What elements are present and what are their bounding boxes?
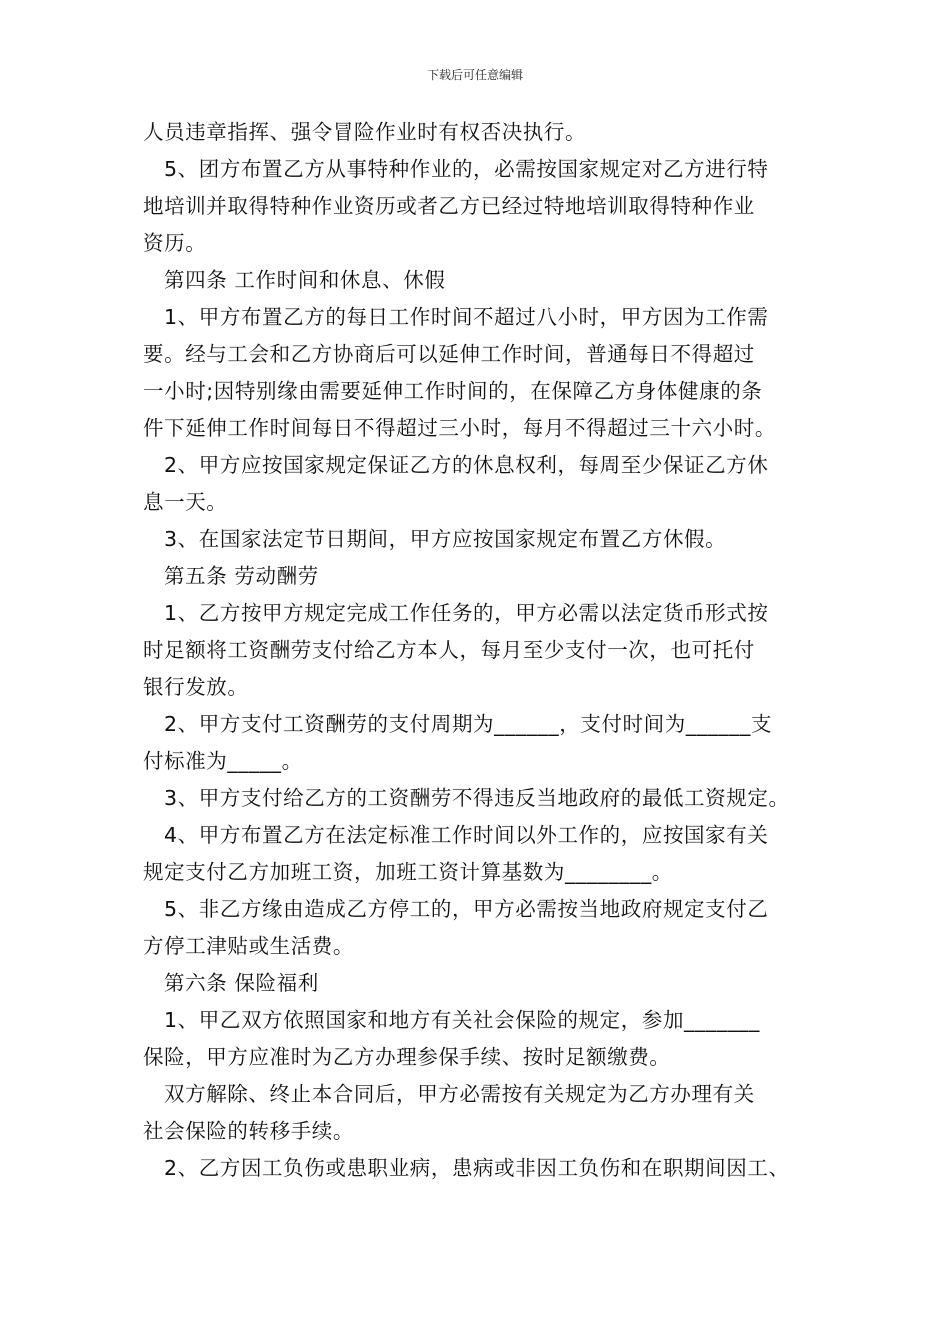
- text-line: 银行发放。: [143, 675, 249, 699]
- text-line: 社会保险的转移手续。: [143, 1119, 354, 1143]
- text-line: 1、甲方布置乙方的每日工作时间不超过八小时，甲方因为工作需: [164, 305, 769, 329]
- section-heading: 第六条 保险福利: [164, 971, 319, 995]
- text-line: 3、甲方支付给乙方的工资酬劳不得违反当地政府的最低工资规定。: [164, 786, 790, 810]
- text-line: 时足额将工资酬劳支付给乙方本人，每月至少支付一次，也可托付: [143, 638, 755, 662]
- text-line: 保险，甲方应准时为乙方办理参保手续、按时足额缴费。: [143, 1045, 671, 1069]
- text-line: 要。经与工会和乙方协商后可以延伸工作时间，普通每日不得超过: [143, 342, 755, 366]
- text-line: 3、在国家法定节日期间，甲方应按国家规定布置乙方休假。: [164, 527, 727, 551]
- text-line: 规定支付乙方加班工资，加班工资计算基数为________。: [143, 860, 673, 884]
- text-line: 1、甲乙双方依照国家和地方有关社会保险的规定，参加_______: [164, 1008, 760, 1032]
- text-line: 一小时;因特别缘由需要延伸工作时间的，在保障乙方身体健康的条: [143, 379, 763, 403]
- text-line: 人员违章指挥、强令冒险作业时有权否决执行。: [143, 120, 587, 144]
- text-line: 资历。: [143, 231, 207, 255]
- page-header: 下载后可任意编辑: [426, 68, 523, 82]
- text-line: 2、甲方应按国家规定保证乙方的休息权利，每周至少保证乙方休: [164, 453, 769, 477]
- text-line: 方停工津贴或生活费。: [143, 934, 354, 958]
- text-line: 4、甲方布置乙方在法定标准工作时间以外工作的，应按国家有关: [164, 823, 769, 847]
- text-line: 2、甲方支付工资酬劳的支付周期为______，支付时间为______支: [164, 712, 773, 736]
- text-line: 付标准为_____。: [143, 749, 303, 773]
- text-line: 双方解除、终止本合同后，甲方必需按有关规定为乙方办理有关: [164, 1082, 755, 1106]
- text-line: 5、团方布置乙方从事特种作业的，必需按国家规定对乙方进行特: [164, 157, 769, 181]
- text-line: 5、非乙方缘由造成乙方停工的，甲方必需按当地政府规定支付乙: [164, 897, 769, 921]
- text-line: 地培训并取得特种作业资历或者乙方已经过特地培训取得特种作业: [143, 194, 755, 218]
- text-line: 息一天。: [143, 490, 228, 514]
- section-heading: 第四条 工作时间和休息、休假: [164, 268, 446, 292]
- section-heading: 第五条 劳动酬劳: [164, 564, 319, 588]
- text-line: 2、乙方因工负伤或患职业病，患病或非因工负伤和在职期间因工、: [164, 1156, 790, 1180]
- text-line: 件下延伸工作时间每日不得超过三小时，每月不得超过三十六小时。: [143, 416, 776, 440]
- text-line: 1、乙方按甲方规定完成工作任务的，甲方必需以法定货币形式按: [164, 601, 769, 625]
